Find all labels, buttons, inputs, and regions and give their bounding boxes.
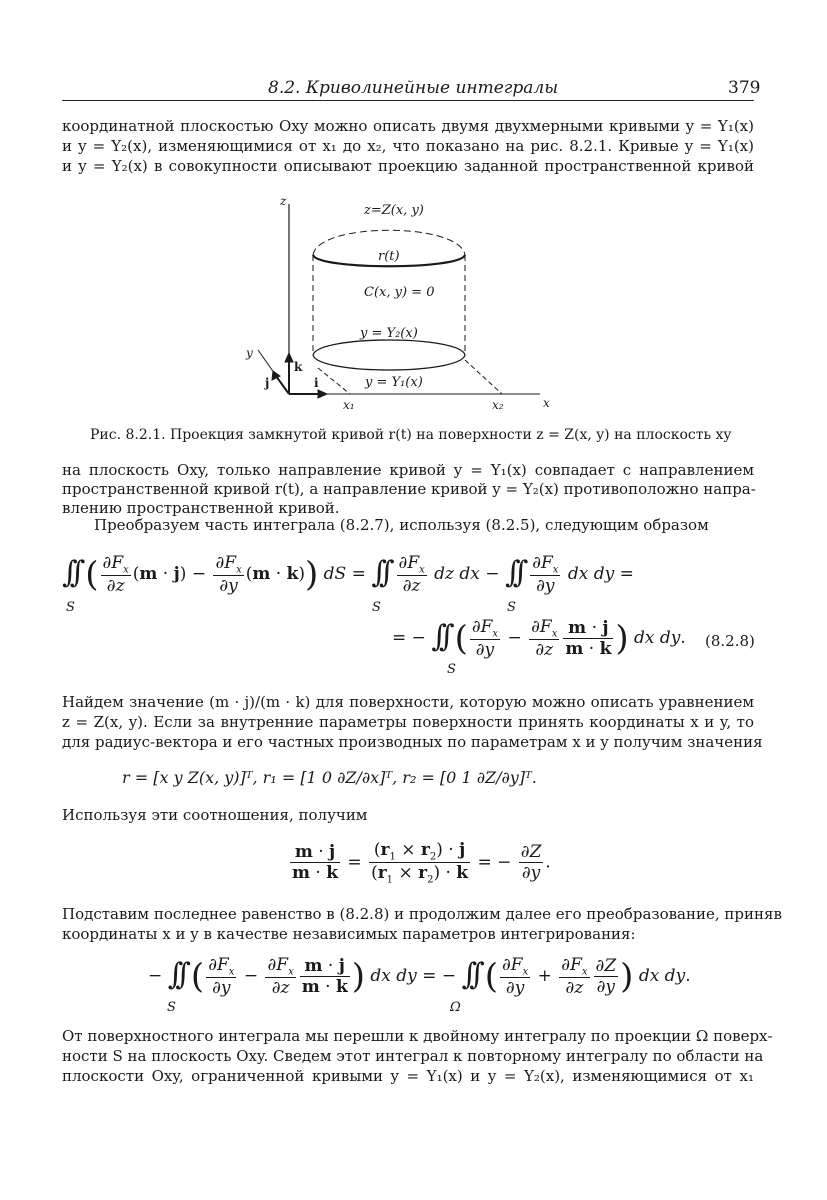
formula-ratio: $\frac{m \cdot j}{m \cdot k}$ = $\frac{(r_1 \times r_2) \cdot j}{(r_1 \times r_2) \cdot k}$ = − $\frac{\partial Z}{\partial y}$ . [292, 840, 551, 886]
fig-label-surface: z=Z(x, y) [364, 203, 424, 218]
text-line: ности S на плоскость Oxy. Сведем этот интеграл к повторному интегралу по области на [62, 1047, 764, 1065]
text-line: координаты x и y в качестве независимых параметров интегрирования: [62, 925, 636, 943]
projection-x1 [318, 368, 350, 394]
text-line: плоскости Oxy, ограниченной кривыми y = Y₁(x) и y = Y₂(x), изменяющимися от x₁ [62, 1067, 754, 1085]
fig-label-i: i [314, 376, 319, 390]
text-line: и y = Y₂(x), изменяющимися от x₁ до x₂, что показано на рис. 8.2.1. Кривые y = Y₁(x) [62, 137, 754, 155]
vector-definitions: r = [x y Z(x, y)]ᵀ, r₁ = [1 0 ∂Z/∂x]ᵀ, r₂ = [0 1 ∂Z/∂y]ᵀ. [122, 768, 537, 787]
formula-final: − ∫∫ ( $\frac{\partial F_x}{\partial y}$ − $\frac{\partial F_x}{\partial z}$ $\frac{m \cdot j}{m \cdot k}$ ) dx dy = − ∫∫ ( $\frac{\partial F_x}{\partial y}$ + $\frac{\partial F_x}{\partial z}$ $\frac{\partial Z}{\partial y}$ ) dx dy. [148, 954, 691, 999]
fig-label-j: j [265, 376, 270, 390]
fig-label-x2: x₂ [492, 398, 504, 412]
text-line: для радиус-вектора и его частных производных по параметрам x и y получим значения [62, 733, 763, 751]
base-curve-upper [313, 340, 465, 355]
fig-label-cylinder: C(x, y) = 0 [364, 285, 435, 300]
fig-label-x: x [543, 396, 550, 410]
fig-label-z: z [280, 194, 287, 208]
fig-label-y: y [246, 346, 253, 360]
fig-label-x1: x₁ [343, 398, 355, 412]
projection-x2 [465, 360, 502, 394]
text-line: на плоскость Oxy, только направление кривой y = Y₁(x) совпадает с направлением [62, 461, 754, 479]
text-line: Найдем значение (m · j)/(m · k) для поверхности, которую можно описать уравнением [62, 693, 754, 711]
text-line: и y = Y₂(x) в совокупности описывают проекцию заданной пространственной кривой [62, 157, 754, 175]
text-line: z = Z(x, y). Если за внутренние параметры поверхности принять координаты x и y, то [62, 713, 754, 731]
fig-label-rt: r(t) [378, 249, 400, 264]
fig-label-k: k [294, 360, 303, 374]
equation-number: (8.2.8) [705, 632, 755, 650]
k-arrowhead [285, 353, 293, 362]
fig-label-lower: y = Y₁(x) [365, 375, 423, 390]
figure-caption: Рис. 8.2.1. Проекция замкнутой кривой r(t) на поверхности z = Z(x, y) на плоскость xy [90, 427, 732, 443]
book-page: 8.2. Криволинейные интегралы 379 координатной плоскостью Oxy можно описать двумя двухмерными кривыми y = Y₁(x) и y = Y₂(x), изменяющимися от x₁ до x₂, что показано на рис. 8.2.1. Кривые y = Y₁(x) и y = Y₂(x) в совокупности описывают проекцию заданной пространственной кривой z z=Z(x, y) r(t) C(x, y) = 0 y = Y₂(x) y = Y₁(x) y k j i x₁ x₂ x Рис. 8.2.1. Проекция замкнутой кривой r(t) на поверхности z = Z(x, y) на плоскость xy на плоскость Oxy, только направление кривой y = Y₁(x) совпадает с направлением пространственной кривой r(t), а направление кривой y = Y₂(x) противоположно напра- влению пространственной кривой. Преобразуем часть интеграла (8.2.7), используя (8.2.5), следующим образом ∫∫ ( $\frac{\partial F_x}{\partial z}$ (m · j) − $\frac{\partial F_x}{\partial y}$ (m · k)) dS = ∫∫ $\frac{\partial F_x}{\partial z}$ dz dx − ∫∫ $\frac{\partial F_x}{\partial y}$ dx dy = S S S = − ∫∫ ( $\frac{\partial F_x}{\partial y}$ − $\frac{\partial F_x}{\partial z}$ $\frac{m \cdot j}{m \cdot k}$ ) dx dy. S (8.2.8) Найдем значение (m · j)/(m · k) для поверхности, которую можно описать уравнением z = Z(x, y). Если за внутренние параметры поверхности принять координаты x и y, то для радиус-вектора и его частных производных по параметрам x и y получим значения r = [x y Z(x, y)]ᵀ, r₁ = [1 0 ∂Z/∂x]ᵀ, r₂ = [0 1 ∂Z/∂y]ᵀ. Используя эти соотношения, получим $\frac{m \cdot j}{m \cdot k}$ = $\frac{(r_1 \times r_2) \cdot j}{(r_1 \times r_2) \cdot k}$ = − $\frac{\partial Z}{\partial y}$ . Подставим последнее равенство в (8.2.8) и продолжим далее его преобразование, приняв координаты x и y в качестве независимых параметров интегрирования: − ∫∫ ( $\frac{\partial F_x}{\partial y}$ − $\frac{\partial F_x}{\partial z}$ $\frac{m \cdot j}{m \cdot k}$ ) dx dy = − ∫∫ ( $\frac{\partial F_x}{\partial y}$ + $\frac{\partial F_x}{\partial z}$ $\frac{\partial Z}{\partial y}$ ) dx dy. S Ω От поверхностного интеграла мы перешли к двойному интегралу по проекции Ω поверх- ности S на плоскость Oxy. Сведем этот интеграл к повторному интегралу по области на плоскости Oxy, ограниченной кривыми y = Y₁(x) и y = Y₂(x), изменяющимися от x₁ [0, 0, 827, 1200]
page-number: 379 [728, 78, 761, 98]
text-line: Преобразуем часть интеграла (8.2.7), используя (8.2.5), следующим образом [94, 516, 709, 534]
text-line: От поверхностного интеграла мы перешли к двойному интегралу по проекции Ω поверх- [62, 1027, 773, 1045]
formula-8-2-8-line2: = − ∫∫ ( $\frac{\partial F_x}{\partial y}$ − $\frac{\partial F_x}{\partial z}$ $\frac{m \cdot j}{m \cdot k}$ ) dx dy. [392, 616, 686, 661]
fig-label-upper: y = Y₂(x) [360, 326, 418, 341]
text-line: координатной плоскостью Oxy можно описать двумя двухмерными кривыми y = Y₁(x) [62, 117, 754, 135]
base-curve-lower [313, 355, 465, 370]
running-header: 8.2. Криволинейные интегралы [268, 78, 559, 98]
text-line: влению пространственной кривой. [62, 499, 340, 517]
j-vector [276, 376, 289, 394]
text-line: пространственной кривой r(t), а направление кривой y = Y₂(x) противоположно напра- [62, 480, 756, 498]
text-line: Используя эти соотношения, получим [62, 806, 368, 824]
formula-8-2-8-line1: ∫∫ ( $\frac{\partial F_x}{\partial z}$ (m · j) − $\frac{\partial F_x}{\partial y}$ (m · k)) dS = ∫∫ $\frac{\partial F_x}{\partial z}$ dz dx − ∫∫ $\frac{\partial F_x}{\partial y}$ dx dy = [62, 552, 634, 597]
i-arrowhead [318, 390, 327, 398]
text-line: Подставим последнее равенство в (8.2.8) и продолжим далее его преобразование, приняв [62, 905, 782, 923]
